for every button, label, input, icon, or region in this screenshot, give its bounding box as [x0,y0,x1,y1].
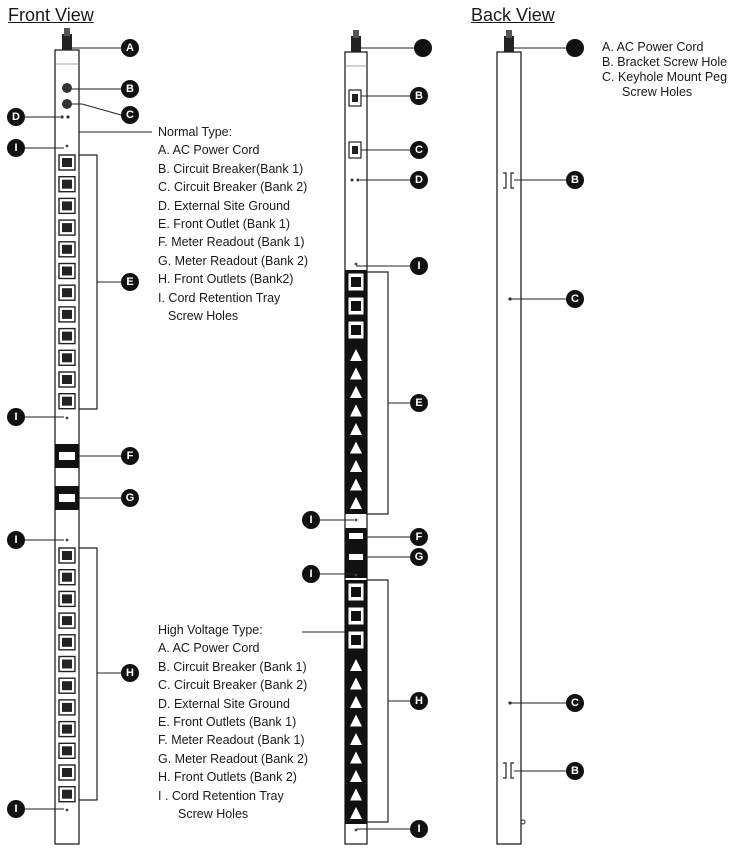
legend-line: E. Front Outlet (Bank 1) [158,217,290,232]
back-pdu-body [497,52,521,844]
outlet-socket [62,681,72,690]
outlet-socket [62,703,72,712]
callout-h: H [121,664,139,682]
outlet-socket [62,638,72,647]
callout-b: B [121,80,139,98]
outlet-socket [62,180,72,189]
legend-line: G. Meter Readout (Bank 2) [158,253,309,268]
legend-line: H. Front Outlets (Bank2) [158,272,294,287]
legend-line: D. External Site Ground [158,198,291,213]
normal-ground-point [60,115,63,118]
legend-line: E. Front Outlets (Bank 1) [158,715,297,730]
legend-line: C. Circuit Breaker (Bank 2) [158,180,308,195]
callout-c: C [121,106,139,124]
outlet-socket [62,245,72,254]
legend-line: I. Cord Retention Tray [158,290,281,305]
hv-outlet-socket [351,301,361,311]
outlet-socket [62,725,72,734]
callout-g: G [121,489,139,507]
outlet-socket [62,573,72,582]
legend-line: A. AC Power Cord [158,641,260,656]
outlet-socket [62,375,72,384]
outlet-socket [62,790,72,799]
outlet-socket [62,310,72,319]
front-view-title: Front View [8,5,94,25]
callout-i: I [302,565,320,583]
outlet-socket [62,660,72,669]
back-view-title: Back View [471,5,555,25]
callout-i: I [7,531,25,549]
callout-c: C [566,694,584,712]
callout-i: I [410,257,428,275]
outlet-socket [62,158,72,167]
hv-outlet-socket [351,325,361,335]
legend-line: H. Front Outlets (Bank 2) [158,770,297,785]
normal-ac-cord [64,28,70,36]
legend-line: A. AC Power Cord [158,143,260,158]
callout-blank [566,39,584,57]
callout-c: C [566,290,584,308]
callout-g: G [410,548,428,566]
outlet-socket [62,332,72,341]
normal-ac-cord-plug [62,34,72,50]
callout-d: D [410,171,428,189]
outlet-socket [62,616,72,625]
legend-line: B. Circuit Breaker (Bank 1) [158,659,307,674]
legend-line: D. External Site Ground [158,696,291,711]
legend-line: Screw Holes [622,85,693,99]
hv-type-pdu [302,30,414,844]
back-view-legend [602,40,727,100]
callout-d: D [7,108,25,126]
legend-line: Screw Holes [178,807,249,822]
callout-b: B [566,171,584,189]
callout-e: E [121,273,139,291]
callout-f: F [121,447,139,465]
normal-type-pdu [25,28,152,844]
legend-line: I . Cord Retention Tray [158,788,284,803]
callout-b: B [566,762,584,780]
back-view-pdu [497,30,566,844]
outlet-socket [62,201,72,210]
outlet-socket [62,397,72,406]
legend-line: A. AC Power Cord [602,40,704,54]
callout-a: A [121,39,139,57]
legend-line: Screw Holes [168,309,239,324]
callout-h: H [410,692,428,710]
legend-line: Normal Type: [158,125,233,139]
hv-outlet-socket [351,277,361,287]
callout-i: I [7,408,25,426]
legend-line: G. Meter Readout (Bank 2) [158,751,309,766]
legend-line: F. Meter Readout (Bank 1) [158,235,305,250]
outlet-socket [62,746,72,755]
callout-c: C [410,141,428,159]
hv-outlet-socket [351,611,361,621]
callout-b: B [410,87,428,105]
hv-outlet-socket [351,587,361,597]
high-voltage-legend [158,621,308,823]
legend-line: C. Circuit Breaker (Bank 2) [158,678,308,693]
legend-line: High Voltage Type: [158,623,263,637]
outlet-socket [62,551,72,560]
legend-line: C. Keyhole Mount Peg [602,70,728,84]
legend-line: F. Meter Readout (Bank 1) [158,733,305,748]
callout-i: I [410,820,428,838]
callout-i: I [302,511,320,529]
callout-i: I [7,800,25,818]
outlet-socket [62,288,72,297]
callout-i: I [7,139,25,157]
legend-line: B. Bracket Screw Hole [602,55,728,69]
normal-breaker-bank1 [62,83,72,93]
legend-line: B. Circuit Breaker(Bank 1) [158,161,304,176]
normal-breaker-bank2 [62,99,72,109]
outlet-socket [62,223,72,232]
callout-blank [414,39,432,57]
outlet-socket [62,768,72,777]
outlet-socket [62,267,72,276]
callout-f: F [410,528,428,546]
hv-outlet-socket [351,635,361,645]
outlet-socket [62,594,72,603]
outlet-socket [62,353,72,362]
callout-e: E [410,394,428,412]
normal-type-legend [158,123,308,325]
